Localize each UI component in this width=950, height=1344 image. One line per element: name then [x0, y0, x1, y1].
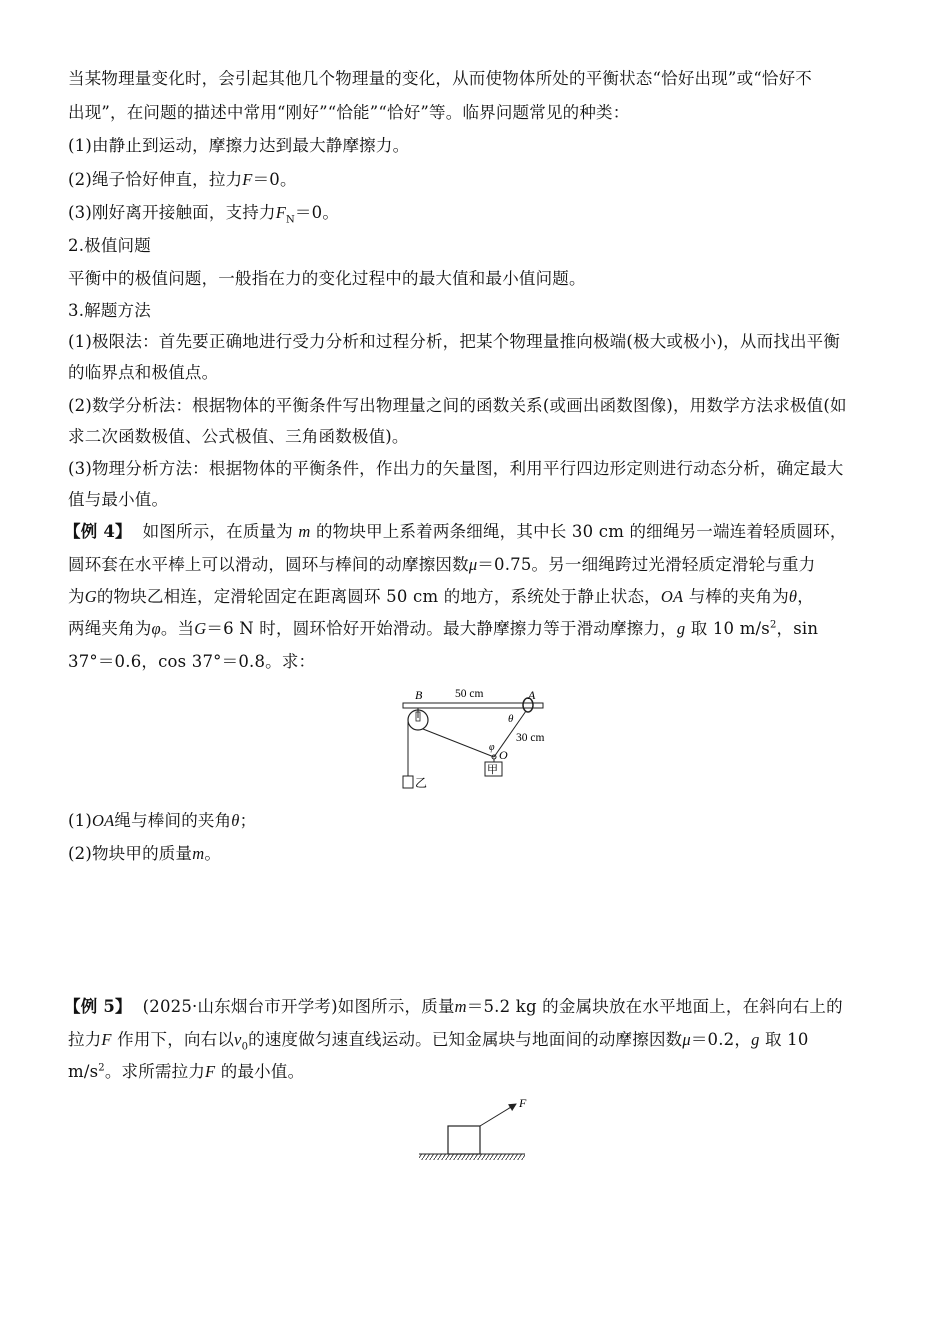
case-3: (3)刚好离开接触面，支持力$F_N=0$。 — [68, 203, 340, 226]
method-1-line-2: 的临界点和极值点。 — [68, 363, 219, 382]
example-5-label: 【例 5】 — [64, 997, 132, 1016]
label-F: F — [519, 1096, 527, 1110]
example-4-label: 【例 4】 — [64, 522, 132, 541]
label-yi: 乙 — [415, 776, 428, 790]
question-2: (2)物块甲的质量m。 — [68, 844, 222, 863]
method-3-line-2: 值与最小值。 — [68, 490, 169, 509]
label-B: B — [415, 688, 423, 702]
section-3-heading: 3.解题方法 — [68, 301, 151, 320]
label-theta: θ — [508, 713, 514, 725]
case-2: (2)绳子恰好伸直，拉力F＝0。 — [68, 170, 297, 189]
section-2-text: 平衡中的极值问题，一般指在力的变化过程中的最大值和最小值问题。 — [68, 269, 586, 288]
example-5-line-3: $m/s^2$。求所需拉力F 的最小值。 — [68, 1062, 305, 1081]
intro-line-2: 出现”，在问题的描述中常用“刚好”“恰能”“恰好”等。临界问题常见的种类： — [68, 103, 630, 122]
ground-hatching — [419, 1154, 525, 1160]
example-4-line-1: 【例 4】 如图所示，在质量为 m 的物块甲上系着两条细绳，其中长 30 cm 的细绳另一端连着轻质圆环， — [64, 522, 847, 541]
example-5-figure — [415, 1092, 530, 1164]
intro-line-1: 当某物理量变化时，会引起其他几个物理量的变化，从而使物体所处的平衡状态“恰好出现”或“恰好不 — [68, 69, 813, 88]
label-30cm: 30 cm — [516, 732, 545, 744]
force-F-arrow — [480, 1104, 516, 1126]
block-yi — [403, 776, 413, 788]
rope-pulley-to-O — [423, 729, 494, 757]
example-4-figure — [395, 682, 555, 796]
example-4-line-3: 为G的物块乙相连，定滑轮固定在距离圆环 50 cm 的地方，系统处于静止状态，OA 与棒的夹角为θ， — [68, 587, 814, 606]
section-2-heading: 2.极值问题 — [68, 236, 151, 255]
label-50cm: 50 cm — [455, 688, 484, 700]
example-5-line-1: 【例 5】 (2025·山东烟台市开学考)如图所示，质量m＝5.2 kg 的金属块放在水平地面上，在斜向右上的 — [64, 997, 843, 1016]
method-2-line-2: 求二次函数极值、公式极值、三角函数极值)。 — [68, 427, 409, 446]
method-2-line-1: (2)数学分析法：根据物体的平衡条件写出物理量之间的函数关系(或画出函数图像)，用数学方法求极值(如 — [68, 396, 847, 415]
label-phi: φ — [489, 742, 495, 753]
example-5-line-2: 拉力F 作用下，向右以$v_0$的速度做匀速直线运动。已知金属块与地面间的动摩擦因数μ＝0.2，g 取 10 — [68, 1030, 809, 1053]
label-jia: 甲 — [487, 764, 498, 776]
question-1: (1)OA绳与棒间的夹角θ； — [68, 811, 257, 830]
method-3-line-1: (3)物理分析方法：根据物体的平衡条件，作出力的矢量图，利用平行四边形定则进行动态分析，确定最大 — [68, 459, 844, 478]
label-A: A — [528, 688, 536, 702]
example-4-line-4: 两绳夹角为φ。当G＝6 N 时，圆环恰好开始滑动。最大静摩擦力等于滑动摩擦力，g 取 10 $m/s^2$，sin — [68, 619, 819, 638]
metal-block — [448, 1126, 480, 1154]
example-4-line-5: 37°＝0.6，cos 37°＝0.8。求： — [68, 652, 316, 671]
case-1: (1)由静止到运动，摩擦力达到最大静摩擦力。 — [68, 136, 410, 155]
example-4-line-2: 圆环套在水平棒上可以滑动，圆环与棒间的动摩擦因数μ＝0.75。另一细绳跨过光滑轻质定滑轮与重力 — [68, 555, 816, 574]
label-O: O — [499, 748, 508, 762]
method-1-line-1: (1)极限法：首先要正确地进行受力分析和过程分析，把某个物理量推向极端(极大或极小)，从而找出平衡 — [68, 332, 841, 351]
horizontal-bar — [403, 703, 543, 708]
